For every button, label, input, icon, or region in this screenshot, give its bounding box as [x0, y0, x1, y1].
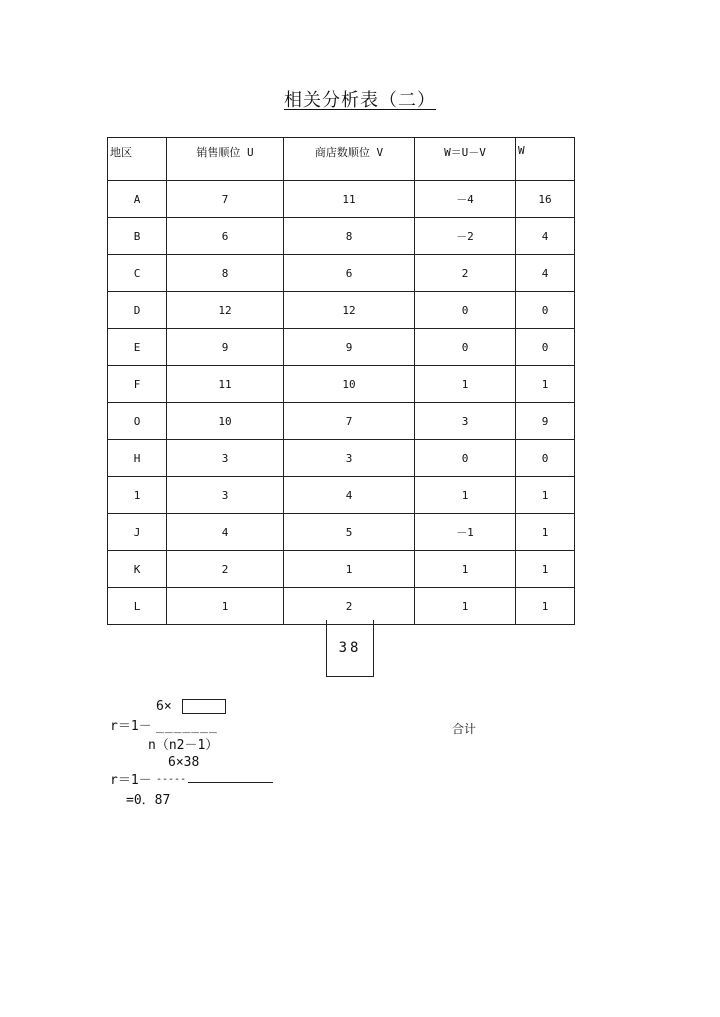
- region-cell: J: [108, 514, 167, 551]
- store-rank-cell: 6: [284, 255, 415, 292]
- store-rank-cell: 11: [284, 181, 415, 218]
- total-value: 38: [326, 620, 374, 677]
- header-w: W: [516, 138, 575, 181]
- table-row: [108, 366, 575, 403]
- store-rank-cell: 4: [284, 477, 415, 514]
- table-row: [108, 588, 575, 625]
- page-title: 相关分析表（二）: [284, 90, 436, 111]
- store-rank-cell: 3: [284, 440, 415, 477]
- region-cell: B: [108, 218, 167, 255]
- formula-fraction-bar-1: _______: [156, 719, 218, 734]
- w-cell: 4: [516, 255, 575, 292]
- w-diff-cell: 1: [415, 477, 516, 514]
- table-row: [108, 477, 575, 514]
- store-rank-cell: 7: [284, 403, 415, 440]
- table-row: [108, 292, 575, 329]
- correlation-table: [107, 137, 575, 625]
- store-rank-cell: 10: [284, 366, 415, 403]
- sales-rank-cell: 3: [167, 440, 284, 477]
- formula-denominator: n（n2－1）: [148, 738, 219, 753]
- w-diff-cell: 3: [415, 403, 516, 440]
- header-region: 地区: [108, 138, 167, 181]
- region-cell: F: [108, 366, 167, 403]
- table-row: [108, 551, 575, 588]
- sales-rank-cell: 1: [167, 588, 284, 625]
- formula-numerator-1: 6×: [156, 699, 172, 714]
- table-row: [108, 440, 575, 477]
- w-diff-cell: 1: [415, 588, 516, 625]
- formula-lhs-2: r＝1－: [110, 773, 152, 788]
- header-store-count-rank-v: 商店数顺位 V: [284, 138, 415, 181]
- store-rank-cell: 2: [284, 588, 415, 625]
- store-rank-cell: 1: [284, 551, 415, 588]
- sales-rank-cell: 6: [167, 218, 284, 255]
- w-diff-cell: 0: [415, 440, 516, 477]
- region-cell: 1: [108, 477, 167, 514]
- store-rank-cell: 9: [284, 329, 415, 366]
- table-row: [108, 255, 575, 292]
- w-cell: 9: [516, 403, 575, 440]
- formula-numerator-2: 6×38: [168, 755, 200, 770]
- formula-fraction-bar-2-line: [188, 782, 273, 783]
- region-cell: L: [108, 588, 167, 625]
- w-diff-cell: 1: [415, 366, 516, 403]
- table-row: [108, 218, 575, 255]
- w-diff-cell: 0: [415, 329, 516, 366]
- formula-blank-box: [182, 699, 226, 714]
- sales-rank-cell: 11: [167, 366, 284, 403]
- w-diff-cell: 0: [415, 292, 516, 329]
- w-cell: 1: [516, 477, 575, 514]
- region-cell: H: [108, 440, 167, 477]
- sales-rank-cell: 9: [167, 329, 284, 366]
- region-cell: O: [108, 403, 167, 440]
- w-diff-cell: －4: [415, 181, 516, 218]
- sales-rank-cell: 7: [167, 181, 284, 218]
- w-cell: 1: [516, 551, 575, 588]
- header-sales-rank-u: 销售顺位 U: [167, 138, 284, 181]
- w-cell: 0: [516, 329, 575, 366]
- sales-rank-cell: 10: [167, 403, 284, 440]
- total-label: 合计: [452, 722, 477, 736]
- table-row: [108, 403, 575, 440]
- formula-lhs-1: r＝1－: [110, 719, 152, 734]
- w-cell: 1: [516, 514, 575, 551]
- table-header-row: [108, 138, 575, 181]
- table-body: [108, 138, 575, 625]
- region-cell: K: [108, 551, 167, 588]
- table-row: [108, 181, 575, 218]
- w-cell: 0: [516, 292, 575, 329]
- sales-rank-cell: 2: [167, 551, 284, 588]
- region-cell: D: [108, 292, 167, 329]
- region-cell: C: [108, 255, 167, 292]
- table-row: [108, 329, 575, 366]
- formula-fraction-bar-2-dashes: -----: [156, 774, 187, 785]
- sales-rank-cell: 3: [167, 477, 284, 514]
- w-cell: 1: [516, 366, 575, 403]
- w-diff-cell: 1: [415, 551, 516, 588]
- w-cell: 4: [516, 218, 575, 255]
- w-cell: 0: [516, 440, 575, 477]
- store-rank-cell: 8: [284, 218, 415, 255]
- sales-rank-cell: 12: [167, 292, 284, 329]
- w-diff-cell: 2: [415, 255, 516, 292]
- store-rank-cell: 5: [284, 514, 415, 551]
- table-row: [108, 514, 575, 551]
- region-cell: A: [108, 181, 167, 218]
- store-rank-cell: 12: [284, 292, 415, 329]
- formula-result: =0．87: [126, 793, 171, 808]
- w-cell: 16: [516, 181, 575, 218]
- w-diff-cell: －1: [415, 514, 516, 551]
- w-cell: 1: [516, 588, 575, 625]
- sales-rank-cell: 4: [167, 514, 284, 551]
- w-diff-cell: －2: [415, 218, 516, 255]
- sales-rank-cell: 8: [167, 255, 284, 292]
- header-w-difference: W＝U－V: [415, 138, 516, 181]
- region-cell: E: [108, 329, 167, 366]
